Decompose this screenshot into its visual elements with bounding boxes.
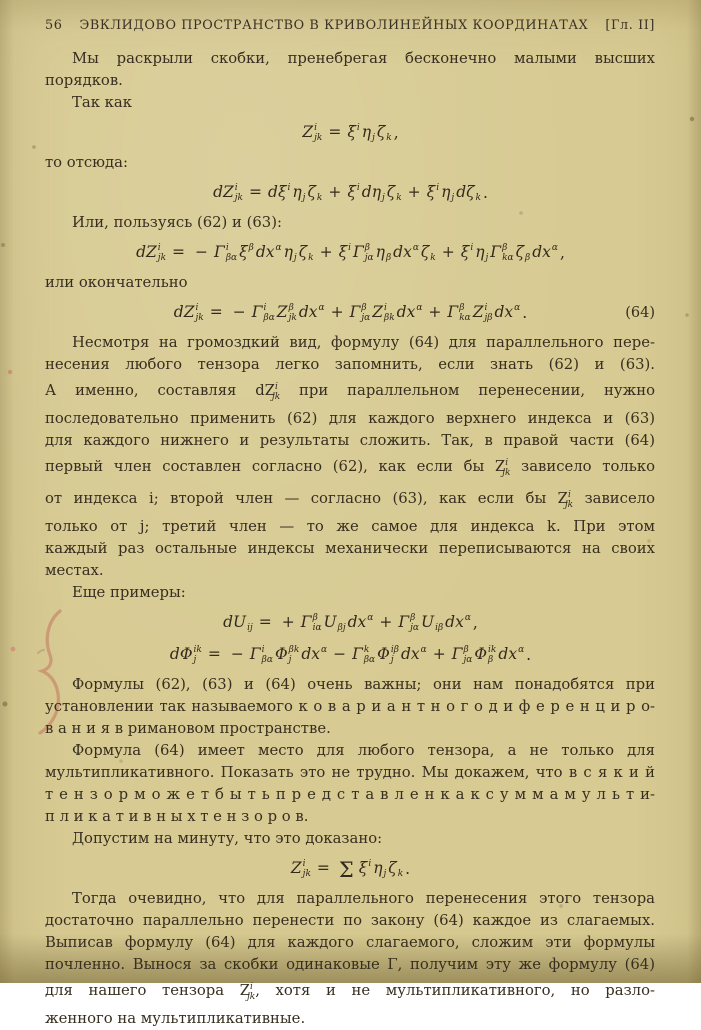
equation-64-row — [45, 300, 655, 326]
line-ili-okonchatelno: или окончательно — [45, 274, 188, 291]
equation-number-64: (64) — [625, 305, 655, 321]
formula-dz-expanded: dZ i jk = dξ i η j ζ k + ξ i dη j ζ k + ξ i η j dζ k . — [213, 182, 488, 203]
paragraph-final: Тогда очевидно, что для параллельного перенесения этого тензора достаточно параллельно перенести по закону (64) каждое из слагаемых. Выписав формулу (64) для каждого слагаемого, сложим эти формулы почленно. Вынося за скобки одинаковые Γ, получим эту же формулу (64) для нашего тензора $Z^i_{jk}$, хотя и не мультипликативного, но разло- женного на мультипликативные. — [45, 890, 655, 1027]
paragraph-intro: Мы раскрыли скобки, пренебрегая бесконечно малыми высших порядков. — [45, 50, 655, 89]
running-title: ЭВКЛИДОВО ПРОСТРАНСТВО В КРИВОЛИНЕЙНЫХ КООРДИНАТАХ — [79, 18, 589, 33]
line-dopustim: Допустим на минуту, что это доказано: — [72, 830, 383, 847]
formula-sum: Z i jk = Σ ξ i η j ζ k . — [290, 857, 411, 882]
formula-dphi: dΦ ik j = − Γ i βα Φ βk j dx α − Γ k βα Φ iβ j dx α + Γ β jα Φ ik β dx α . — [169, 644, 532, 665]
line-esche-primery: Еще примеры: — [72, 584, 186, 601]
chapter-label: [Гл. II] — [605, 18, 655, 33]
running-head — [45, 18, 655, 33]
paragraph-multiplikativny: Формула (64) имеет место для любого тензора, а не только для мультипликативного. Показать это не трудно. Мы докажем, что в с я к и й т е н з о р м о ж е т б ы т ь п р е д с т а в л е н к а к с у м м а м у л ь т и- п л и к а т и в н ы х т е н з о р о в. — [45, 742, 655, 825]
formula-64: dZ i jk = − Γ i βα Z β jk dx α + Γ β jα Z i βk dx α + Γ β kα Z i jβ dx α . — [173, 302, 528, 323]
formula-z-definition: Z i jk = ξ i η j ζ k , — [302, 122, 399, 143]
formula-dz-gamma: dZ i jk = − Γ i βα ξ β dx α η j ζ k + ξ i Γ β jα η β dx α ζ k + ξ i η j Γ β kα ζ β dx α , — [136, 242, 565, 263]
line-ili-polzuyas: Или, пользуясь (62) и (63): — [72, 214, 282, 231]
page-number: 56 — [45, 18, 63, 33]
formula-du: dU ij = + Γ β iα U βj dx α + Γ β jα U iβ dx α , — [223, 612, 478, 633]
paragraph-main: Несмотря на громоздкий вид, формулу (64) для параллельного пере- несения любого тензора легко запомнить, если знать (62) и (63). А именно, составляя $dZ^i_{jk}$ при параллельном перенесении, нужно последовательно применить (62) для каждого верхнего индекса и (63) для каждого нижнего и результаты сложить. Так, в правой части (64) первый член составлен согласно (62), как если бы $Z^i_{jk}$ зависело только от индекса i; второй член — согласно (63), как если бы $Z^i_{jk}$ зависело только от j; третий член — то же самое для индекса k. При этом каждый раз остальные индексы механически переписываются на своих местах. — [45, 334, 656, 579]
line-tak-kak: Так как — [72, 94, 132, 111]
line-to-otsyuda: то отсюда: — [45, 154, 128, 171]
paragraph-formuly-vazhny: Формулы (62), (63) и (64) очень важны; они нам понадобятся при установлении так называемого к о в а р и а н т н о г о д и ф е р е н ц и р о- в а н и я в римановом пространстве. — [45, 676, 655, 737]
